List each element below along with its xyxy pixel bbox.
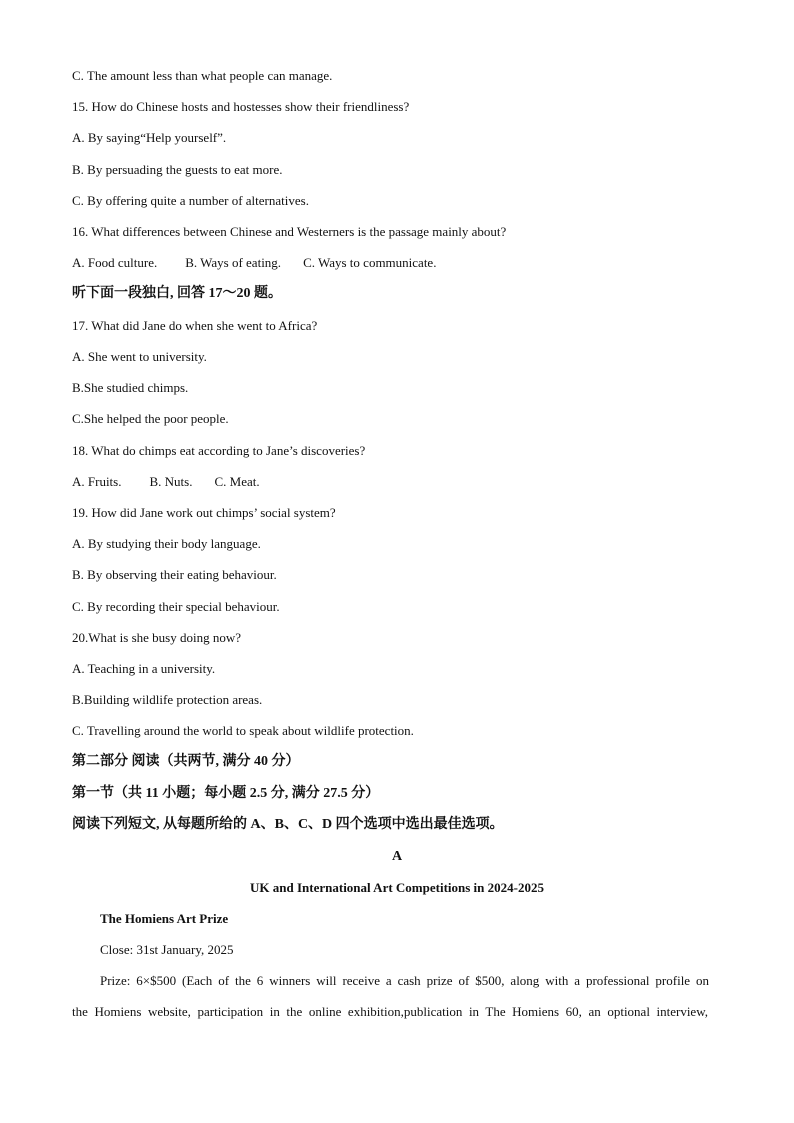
- q16-option-a: A. Food culture.: [72, 255, 158, 270]
- part2-heading: 第二部分 阅读（共两节, 满分 40 分）: [72, 754, 300, 769]
- part2-section1-heading: 第一节（共 11 小题；每小题 2.5 分, 满分 27.5 分）: [72, 786, 380, 801]
- q15-option-c: C. By offering quite a number of alternatives.: [72, 193, 309, 208]
- passage-label: A: [391, 849, 403, 864]
- q18-option-c: C. Meat.: [214, 474, 260, 489]
- passage-title: UK and International Art Competitions in 2024-2025: [250, 880, 544, 895]
- passage-prize-line-2: the Homiens website, participation in the online exhibition,publication in The Homiens 60, an optional interview,: [72, 1004, 708, 1019]
- passage-prize-line-1: Prize: 6×$500 (Each of the 6 winners will receive a cash prize of $500, along with a professional profile on: [100, 973, 709, 988]
- q19-option-b: B. By observing their eating behaviour.: [72, 567, 277, 582]
- q18-question: 18. What do chimps eat according to Jane’s discoveries?: [72, 443, 366, 458]
- passage-close-date: Close: 31st January, 2025: [100, 942, 234, 957]
- q18-options: [72, 473, 260, 491]
- q16-options: [72, 254, 436, 272]
- q14-option-c: C. The amount less than what people can manage.: [72, 68, 333, 83]
- q19-option-c: C. By recording their special behaviour.: [72, 599, 280, 614]
- q20-question: 20.What is she busy doing now?: [72, 630, 241, 645]
- monologue-heading: 听下面一段独白, 回答 17～20 题。: [72, 286, 282, 301]
- part2-instructions: 阅读下列短文, 从每题所给的 A、B、C、D 四个选项中选出最佳选项。: [72, 817, 504, 832]
- q20-option-a: A. Teaching in a university.: [72, 661, 216, 676]
- passage-subtitle: The Homiens Art Prize: [100, 911, 229, 926]
- q16-question: 16. What differences between Chinese and Westerners is the passage mainly about?: [72, 224, 507, 239]
- q19-option-a: A. By studying their body language.: [72, 536, 261, 551]
- q17-option-c: C.She helped the poor people.: [72, 411, 229, 426]
- q20-option-c: C. Travelling around the world to speak about wildlife protection.: [72, 723, 414, 738]
- q15-option-a: A. By saying“Help yourself”.: [72, 130, 227, 145]
- q19-question: 19. How did Jane work out chimps’ social system?: [72, 505, 336, 520]
- q15-option-b: B. By persuading the guests to eat more.: [72, 162, 283, 177]
- q16-option-c: C. Ways to communicate.: [303, 255, 437, 270]
- q17-question: 17. What did Jane do when she went to Africa?: [72, 318, 318, 333]
- q18-option-a: A. Fruits.: [72, 474, 122, 489]
- q20-option-b: B.Building wildlife protection areas.: [72, 692, 263, 707]
- q17-option-b: B.She studied chimps.: [72, 380, 189, 395]
- q15-question: 15. How do Chinese hosts and hostesses show their friendliness?: [72, 99, 410, 114]
- q18-option-b: B. Nuts.: [149, 474, 193, 489]
- q17-option-a: A. She went to university.: [72, 349, 207, 364]
- q16-option-b: B. Ways of eating.: [185, 255, 282, 270]
